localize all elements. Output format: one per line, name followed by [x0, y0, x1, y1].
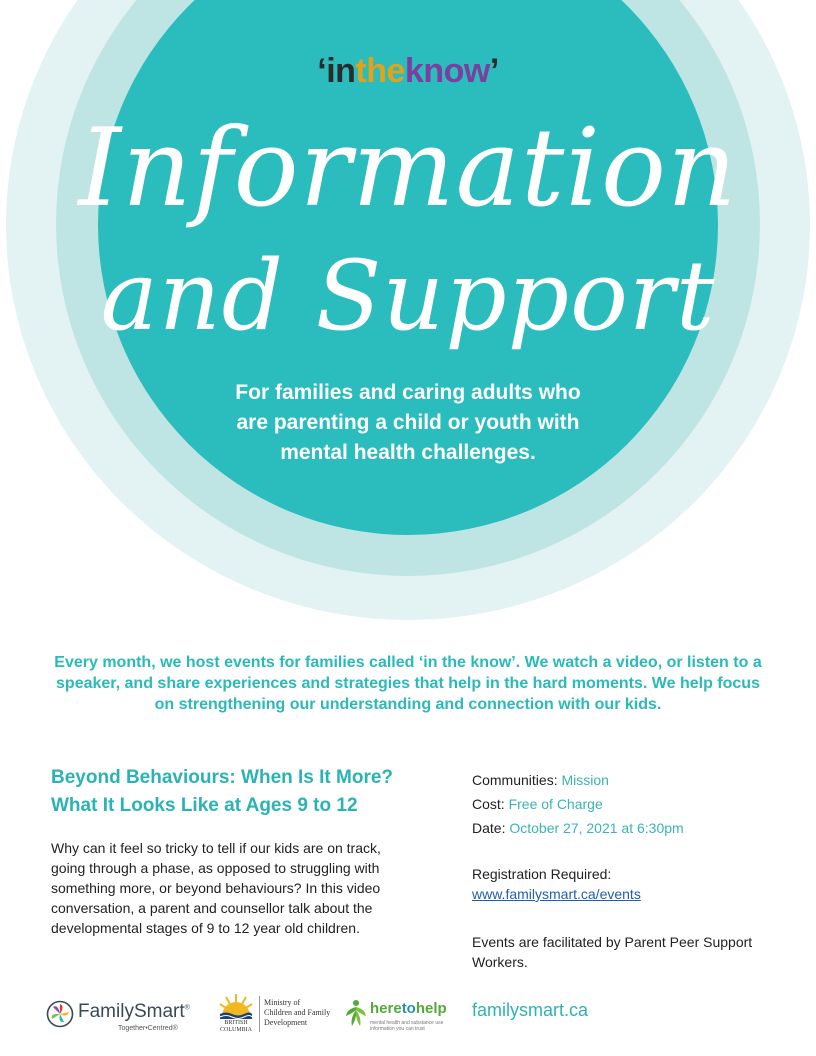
footer	[0, 990, 816, 1040]
heretohelp-help: help	[415, 1000, 447, 1017]
familysmart-pinwheel-icon	[46, 1000, 74, 1028]
ministry-line: Ministry of	[264, 998, 301, 1007]
bc-wordmark-line: COLUMBIA	[219, 1027, 252, 1033]
registration-link[interactable]: www.familysmart.ca/events	[472, 886, 641, 902]
hero-title-line1: Information	[78, 106, 738, 231]
event-description-line: developmental stages of 9 to 12 year old children.	[51, 920, 360, 936]
event-details	[472, 768, 792, 840]
heretohelp-to: to	[401, 1000, 416, 1017]
event-description-line: conversation, a parent and counsellor talk about the	[51, 900, 373, 916]
facilitation-note	[472, 932, 792, 972]
bc-ministry-logo	[216, 992, 336, 1038]
hero-subtitle-line: mental health challenges.	[280, 441, 536, 464]
event-title-line: What It Looks Like at Ages 9 to 12	[51, 795, 358, 816]
bc-divider	[259, 996, 260, 1032]
heretohelp-tagline-line: mental health and substance use	[370, 1020, 444, 1026]
heretohelp-here: here	[370, 1000, 402, 1017]
brand-know: know	[404, 52, 490, 90]
cost-value: Free of Charge	[508, 796, 603, 812]
event-description	[51, 838, 421, 938]
event-description-line: going through a phase, as opposed to struggling with	[51, 860, 380, 876]
communities-row	[472, 768, 792, 792]
intro-line: speaker, and share experiences and strategies that help in the hard moments. We help focus	[56, 675, 760, 692]
familysmart-registered-mark: ®	[184, 1004, 190, 1012]
intheknow-logo	[0, 52, 816, 91]
communities-value: Mission	[561, 772, 609, 788]
event-title	[51, 764, 451, 820]
registration-block	[472, 864, 792, 904]
ministry-name	[264, 998, 344, 1028]
hero-subtitle-line: For families and caring adults who	[235, 381, 581, 404]
hero-subtitle-line: are parenting a child or youth with	[236, 411, 580, 434]
facilitation-line: Workers.	[472, 954, 528, 970]
heretohelp-logo	[344, 996, 454, 1040]
heretohelp-tagline	[370, 1020, 460, 1032]
hero-subtitle	[180, 378, 636, 468]
cost-label: Cost:	[472, 796, 505, 812]
website-url[interactable]: familysmart.ca	[472, 1000, 589, 1020]
event-title-line: Beyond Behaviours: When Is It More?	[51, 767, 394, 788]
familysmart-logo	[46, 998, 206, 1038]
familysmart-wordmark: FamilySmart	[78, 1001, 185, 1022]
intro-line: Every month, we host events for families called ‘in the know’. We watch a video, or listen to a	[54, 654, 762, 671]
bc-wordmark-line: BRITISH	[224, 1020, 248, 1026]
facilitation-line: Events are facilitated by Parent Peer Support	[472, 934, 753, 950]
registration-label: Registration Required:	[472, 866, 612, 882]
event-description-line: Why can it feel so tricky to tell if our kids are on track,	[51, 840, 381, 856]
brand-the: the	[355, 52, 405, 90]
familysmart-name	[78, 1001, 190, 1023]
intro-line: on strengthening our understanding and connection with our kids.	[154, 696, 662, 713]
heretohelp-tagline-line: information you can trust	[370, 1026, 425, 1032]
bc-wordmark	[216, 1020, 256, 1034]
intro-paragraph	[30, 652, 786, 715]
brand-close-quote: ’	[489, 52, 499, 90]
date-row	[472, 816, 792, 840]
brand-in: in	[326, 52, 356, 90]
date-value: October 27, 2021 at 6:30pm	[509, 820, 684, 836]
brand-open-quote: ‘	[317, 52, 327, 90]
cost-row	[472, 792, 792, 816]
ministry-line: Development	[264, 1018, 308, 1027]
heretohelp-name	[370, 1000, 447, 1017]
familysmart-tagline: Together•Centred®	[118, 1025, 178, 1032]
bc-sun-icon	[216, 992, 256, 1020]
event-description-line: something more, or beyond behaviours? In this video	[51, 880, 381, 896]
communities-label: Communities:	[472, 772, 558, 788]
date-label: Date:	[472, 820, 506, 836]
hero-title-line2: and Support	[100, 240, 716, 352]
ministry-line: Children and Family	[264, 1008, 331, 1017]
heretohelp-leaf-icon	[344, 998, 368, 1028]
